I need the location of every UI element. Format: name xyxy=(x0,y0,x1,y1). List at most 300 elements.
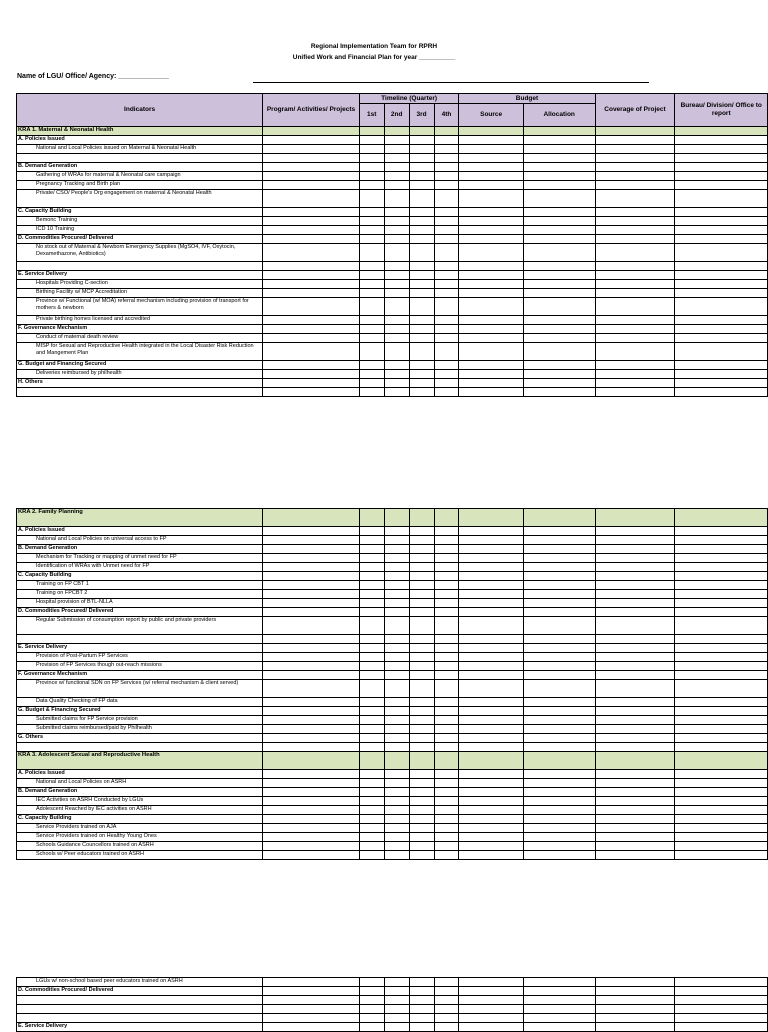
empty-cell xyxy=(384,244,409,262)
agency-label: Name of LGU/ Office/ Agency: _____________ xyxy=(17,73,169,80)
empty-cell xyxy=(384,770,409,779)
indicator-cell xyxy=(17,1014,263,1023)
empty-cell xyxy=(595,770,675,779)
empty-cell xyxy=(359,334,384,343)
empty-cell xyxy=(595,1005,675,1014)
empty-cell xyxy=(523,235,595,244)
indicator-cell: Bemonc Training xyxy=(17,217,263,226)
empty-cell xyxy=(359,824,384,833)
empty-cell xyxy=(459,388,523,397)
empty-cell xyxy=(384,334,409,343)
section-row xyxy=(17,379,768,388)
empty-cell xyxy=(523,590,595,599)
empty-cell xyxy=(359,325,384,334)
empty-cell xyxy=(263,280,360,289)
empty-cell xyxy=(409,806,434,815)
table-row xyxy=(17,599,768,608)
empty-cell xyxy=(359,617,384,635)
empty-cell xyxy=(434,235,459,244)
empty-cell xyxy=(523,698,595,707)
empty-cell xyxy=(459,788,523,797)
table-row xyxy=(17,262,768,271)
table-row xyxy=(17,581,768,590)
empty-cell xyxy=(523,1005,595,1014)
empty-cell xyxy=(459,617,523,635)
empty-cell xyxy=(595,370,675,379)
empty-cell xyxy=(434,325,459,334)
empty-cell xyxy=(434,743,459,752)
empty-cell xyxy=(434,599,459,608)
empty-cell xyxy=(263,289,360,298)
empty-cell xyxy=(409,725,434,734)
table-row xyxy=(17,316,768,325)
empty-cell xyxy=(675,644,768,653)
empty-cell xyxy=(409,208,434,217)
empty-cell xyxy=(675,226,768,235)
empty-cell xyxy=(523,208,595,217)
empty-cell xyxy=(523,599,595,608)
empty-cell xyxy=(409,1005,434,1014)
empty-cell xyxy=(675,617,768,635)
empty-cell xyxy=(409,707,434,716)
empty-cell xyxy=(595,734,675,743)
table-row xyxy=(17,725,768,734)
empty-cell xyxy=(595,554,675,563)
section-row xyxy=(17,707,768,716)
empty-cell xyxy=(359,370,384,379)
section-row xyxy=(17,987,768,996)
empty-cell xyxy=(675,298,768,316)
empty-cell xyxy=(459,545,523,554)
table-row xyxy=(17,343,768,361)
empty-cell xyxy=(523,734,595,743)
empty-cell xyxy=(263,996,360,1005)
empty-cell xyxy=(675,824,768,833)
empty-cell xyxy=(675,608,768,617)
empty-cell xyxy=(409,752,434,770)
empty-cell xyxy=(459,770,523,779)
plan-table-kra1 xyxy=(16,93,768,397)
indicator-cell: B. Demand Generation xyxy=(17,163,263,172)
empty-cell xyxy=(459,289,523,298)
empty-cell xyxy=(459,680,523,698)
empty-cell xyxy=(359,581,384,590)
empty-cell xyxy=(675,851,768,860)
empty-cell xyxy=(459,987,523,996)
empty-cell xyxy=(263,824,360,833)
empty-cell xyxy=(595,334,675,343)
empty-cell xyxy=(263,370,360,379)
empty-cell xyxy=(459,716,523,725)
empty-cell xyxy=(263,334,360,343)
kra-row xyxy=(17,752,768,770)
indicator-cell: A. Policies Issued xyxy=(17,136,263,145)
empty-cell xyxy=(459,644,523,653)
empty-cell xyxy=(434,136,459,145)
empty-cell xyxy=(434,208,459,217)
empty-cell xyxy=(384,987,409,996)
indicator-cell: Mechanism for Tracking or mapping of unmet need for FP xyxy=(17,554,263,563)
empty-cell xyxy=(384,370,409,379)
empty-cell xyxy=(409,716,434,725)
empty-cell xyxy=(409,145,434,154)
empty-cell xyxy=(523,1014,595,1023)
empty-cell xyxy=(409,815,434,824)
empty-cell xyxy=(434,824,459,833)
empty-cell xyxy=(409,181,434,190)
kra-row xyxy=(17,127,768,136)
empty-cell xyxy=(409,361,434,370)
table-row xyxy=(17,172,768,181)
indicator-cell: Service Providers trained on Healthy Young Ones xyxy=(17,833,263,842)
empty-cell xyxy=(523,978,595,987)
table-row xyxy=(17,244,768,262)
empty-cell xyxy=(675,536,768,545)
empty-cell xyxy=(384,208,409,217)
indicator-cell: Pregnancy Tracking and Birth plan xyxy=(17,181,263,190)
empty-cell xyxy=(434,608,459,617)
empty-cell xyxy=(459,325,523,334)
empty-cell xyxy=(434,671,459,680)
empty-cell xyxy=(595,978,675,987)
indicator-cell: LGUs w/ non-school based peer educators trained on ASRH xyxy=(17,978,263,987)
indicator-cell: National and Local Policies on ASRH xyxy=(17,779,263,788)
empty-cell xyxy=(595,316,675,325)
empty-cell xyxy=(434,635,459,644)
empty-cell xyxy=(359,851,384,860)
empty-cell xyxy=(359,343,384,361)
empty-cell xyxy=(523,824,595,833)
empty-cell xyxy=(359,842,384,851)
section-row xyxy=(17,208,768,217)
empty-cell xyxy=(409,788,434,797)
section-row xyxy=(17,361,768,370)
table-row xyxy=(17,388,768,397)
empty-cell xyxy=(434,996,459,1005)
empty-cell xyxy=(459,725,523,734)
empty-cell xyxy=(434,617,459,635)
indicator-cell: G. Budget & Financing Secured xyxy=(17,707,263,716)
empty-cell xyxy=(675,509,768,527)
empty-cell xyxy=(384,599,409,608)
table-row xyxy=(17,370,768,379)
empty-cell xyxy=(263,797,360,806)
empty-cell xyxy=(523,851,595,860)
indicator-cell xyxy=(17,635,263,644)
empty-cell xyxy=(263,725,360,734)
section-row xyxy=(17,734,768,743)
empty-cell xyxy=(675,181,768,190)
empty-cell xyxy=(595,608,675,617)
empty-cell xyxy=(459,280,523,289)
empty-cell xyxy=(409,833,434,842)
empty-cell xyxy=(359,788,384,797)
empty-cell xyxy=(409,536,434,545)
indicator-cell: D. Commodities Procured/ Delivered xyxy=(17,235,263,244)
empty-cell xyxy=(675,334,768,343)
empty-cell xyxy=(409,797,434,806)
empty-cell xyxy=(409,698,434,707)
empty-cell xyxy=(675,806,768,815)
empty-cell xyxy=(675,343,768,361)
table-row xyxy=(17,617,768,635)
section-row xyxy=(17,644,768,653)
empty-cell xyxy=(263,671,360,680)
indicator-cell: C. Capacity Building xyxy=(17,572,263,581)
empty-cell xyxy=(263,599,360,608)
empty-cell xyxy=(359,127,384,136)
empty-cell xyxy=(434,770,459,779)
empty-cell xyxy=(595,716,675,725)
empty-cell xyxy=(434,334,459,343)
empty-cell xyxy=(263,172,360,181)
empty-cell xyxy=(409,289,434,298)
empty-cell xyxy=(263,316,360,325)
indicator-cell: G. Others xyxy=(17,734,263,743)
empty-cell xyxy=(359,172,384,181)
empty-cell xyxy=(459,779,523,788)
empty-cell xyxy=(459,734,523,743)
empty-cell xyxy=(434,181,459,190)
empty-cell xyxy=(409,671,434,680)
empty-cell xyxy=(409,545,434,554)
empty-cell xyxy=(384,154,409,163)
empty-cell xyxy=(263,842,360,851)
empty-cell xyxy=(263,698,360,707)
empty-cell xyxy=(384,978,409,987)
empty-cell xyxy=(523,262,595,271)
table-row xyxy=(17,298,768,316)
empty-cell xyxy=(675,280,768,289)
empty-cell xyxy=(434,815,459,824)
section-row xyxy=(17,770,768,779)
empty-cell xyxy=(359,554,384,563)
empty-cell xyxy=(434,554,459,563)
indicator-cell: Training on FP CBT 1 xyxy=(17,581,263,590)
empty-cell xyxy=(263,127,360,136)
empty-cell xyxy=(263,536,360,545)
empty-cell xyxy=(595,563,675,572)
empty-cell xyxy=(459,244,523,262)
empty-cell xyxy=(675,217,768,226)
table-row xyxy=(17,842,768,851)
empty-cell xyxy=(384,842,409,851)
empty-cell xyxy=(263,163,360,172)
empty-cell xyxy=(595,788,675,797)
empty-cell xyxy=(409,662,434,671)
empty-cell xyxy=(263,244,360,262)
empty-cell xyxy=(263,235,360,244)
indicator-cell: Private/ CSO/ People's Org engagement on maternal & Neonatal Health xyxy=(17,190,263,208)
empty-cell xyxy=(434,262,459,271)
empty-cell xyxy=(459,698,523,707)
indicator-cell: Hospital provision of BTL-NLLA xyxy=(17,599,263,608)
empty-cell xyxy=(523,280,595,289)
empty-cell xyxy=(263,743,360,752)
empty-cell xyxy=(523,644,595,653)
empty-cell xyxy=(523,536,595,545)
empty-cell xyxy=(359,217,384,226)
empty-cell xyxy=(675,271,768,280)
empty-cell xyxy=(263,734,360,743)
table-row xyxy=(17,190,768,208)
empty-cell xyxy=(434,298,459,316)
empty-cell xyxy=(359,361,384,370)
empty-cell xyxy=(434,833,459,842)
empty-cell xyxy=(523,563,595,572)
empty-cell xyxy=(523,343,595,361)
empty-cell xyxy=(675,599,768,608)
empty-cell xyxy=(409,680,434,698)
indicator-cell: A. Policies Issued xyxy=(17,527,263,536)
empty-cell xyxy=(263,145,360,154)
empty-cell xyxy=(459,635,523,644)
indicator-cell: Submitted claims reimbursed/paid by Philhealth xyxy=(17,725,263,734)
empty-cell xyxy=(595,824,675,833)
document-subtitle: Unified Work and Financial Plan for year __________ xyxy=(292,54,456,61)
empty-cell xyxy=(675,779,768,788)
indicator-cell: National and Local Policies issued on Maternal & Neonatal Health xyxy=(17,145,263,154)
empty-cell xyxy=(675,361,768,370)
empty-cell xyxy=(263,271,360,280)
table-row xyxy=(17,662,768,671)
empty-cell xyxy=(523,127,595,136)
empty-cell xyxy=(675,833,768,842)
empty-cell xyxy=(409,190,434,208)
indicator-cell: Gathering of WRAs for maternal & Neonatal care campaign xyxy=(17,172,263,181)
empty-cell xyxy=(409,127,434,136)
empty-cell xyxy=(523,545,595,554)
empty-cell xyxy=(595,388,675,397)
empty-cell xyxy=(409,554,434,563)
empty-cell xyxy=(409,599,434,608)
empty-cell xyxy=(459,334,523,343)
empty-cell xyxy=(263,379,360,388)
empty-cell xyxy=(409,779,434,788)
indicator-cell: E. Service Delivery xyxy=(17,644,263,653)
indicator-cell: Identification of WRAs with Unmet need for FP xyxy=(17,563,263,572)
empty-cell xyxy=(523,987,595,996)
kra-row xyxy=(17,509,768,527)
empty-cell xyxy=(384,217,409,226)
col-indicators: Indicators xyxy=(17,94,263,127)
empty-cell xyxy=(523,154,595,163)
col-budget: Budget xyxy=(459,94,595,104)
empty-cell xyxy=(359,280,384,289)
empty-cell xyxy=(523,842,595,851)
indicator-cell xyxy=(17,1005,263,1014)
empty-cell xyxy=(595,617,675,635)
empty-cell xyxy=(434,806,459,815)
table-row xyxy=(17,145,768,154)
empty-cell xyxy=(359,181,384,190)
empty-cell xyxy=(409,136,434,145)
empty-cell xyxy=(263,635,360,644)
empty-cell xyxy=(359,545,384,554)
empty-cell xyxy=(595,833,675,842)
empty-cell xyxy=(595,680,675,698)
empty-cell xyxy=(523,271,595,280)
table-row xyxy=(17,824,768,833)
empty-cell xyxy=(675,1014,768,1023)
table-row xyxy=(17,536,768,545)
empty-cell xyxy=(384,379,409,388)
indicator-cell: Training on FPCBT 2 xyxy=(17,590,263,599)
col-timeline: Timeline (Quarter) xyxy=(359,94,459,104)
empty-cell xyxy=(595,509,675,527)
empty-cell xyxy=(459,172,523,181)
empty-cell xyxy=(434,797,459,806)
empty-cell xyxy=(459,590,523,599)
empty-cell xyxy=(523,370,595,379)
empty-cell xyxy=(595,136,675,145)
indicator-cell: Adolescent Reached by IEC activities on ASRH xyxy=(17,806,263,815)
empty-cell xyxy=(523,653,595,662)
empty-cell xyxy=(263,208,360,217)
empty-cell xyxy=(523,361,595,370)
empty-cell xyxy=(595,725,675,734)
table-row xyxy=(17,680,768,698)
empty-cell xyxy=(595,590,675,599)
empty-cell xyxy=(384,235,409,244)
empty-cell xyxy=(434,680,459,698)
empty-cell xyxy=(384,226,409,235)
table-row xyxy=(17,563,768,572)
empty-cell xyxy=(263,527,360,536)
empty-cell xyxy=(409,734,434,743)
section-row xyxy=(17,545,768,554)
indicator-cell: B. Demand Generation xyxy=(17,788,263,797)
empty-cell xyxy=(523,244,595,262)
empty-cell xyxy=(409,824,434,833)
empty-cell xyxy=(384,590,409,599)
empty-cell xyxy=(263,653,360,662)
empty-cell xyxy=(459,509,523,527)
table-row xyxy=(17,554,768,563)
empty-cell xyxy=(523,181,595,190)
indicator-cell: Data Quality Checking of FP data xyxy=(17,698,263,707)
empty-cell xyxy=(359,662,384,671)
section-row xyxy=(17,527,768,536)
table-row xyxy=(17,181,768,190)
empty-cell xyxy=(384,554,409,563)
empty-cell xyxy=(263,181,360,190)
empty-cell xyxy=(409,996,434,1005)
empty-cell xyxy=(595,271,675,280)
empty-cell xyxy=(675,815,768,824)
empty-cell xyxy=(434,271,459,280)
empty-cell xyxy=(675,563,768,572)
empty-cell xyxy=(263,343,360,361)
empty-cell xyxy=(409,244,434,262)
empty-cell xyxy=(384,190,409,208)
empty-cell xyxy=(384,262,409,271)
empty-cell xyxy=(359,226,384,235)
indicator-cell: B. Demand Generation xyxy=(17,545,263,554)
empty-cell xyxy=(675,163,768,172)
empty-cell xyxy=(409,978,434,987)
empty-cell xyxy=(384,680,409,698)
empty-cell xyxy=(434,987,459,996)
indicator-cell: C. Capacity Building xyxy=(17,208,263,217)
empty-cell xyxy=(675,581,768,590)
empty-cell xyxy=(459,752,523,770)
empty-cell xyxy=(434,734,459,743)
empty-cell xyxy=(595,244,675,262)
empty-cell xyxy=(434,536,459,545)
indicator-cell: Regular Submission of consumption report by public and private providers xyxy=(17,617,263,635)
indicator-cell: Provision of Post-Partum FP Services xyxy=(17,653,263,662)
